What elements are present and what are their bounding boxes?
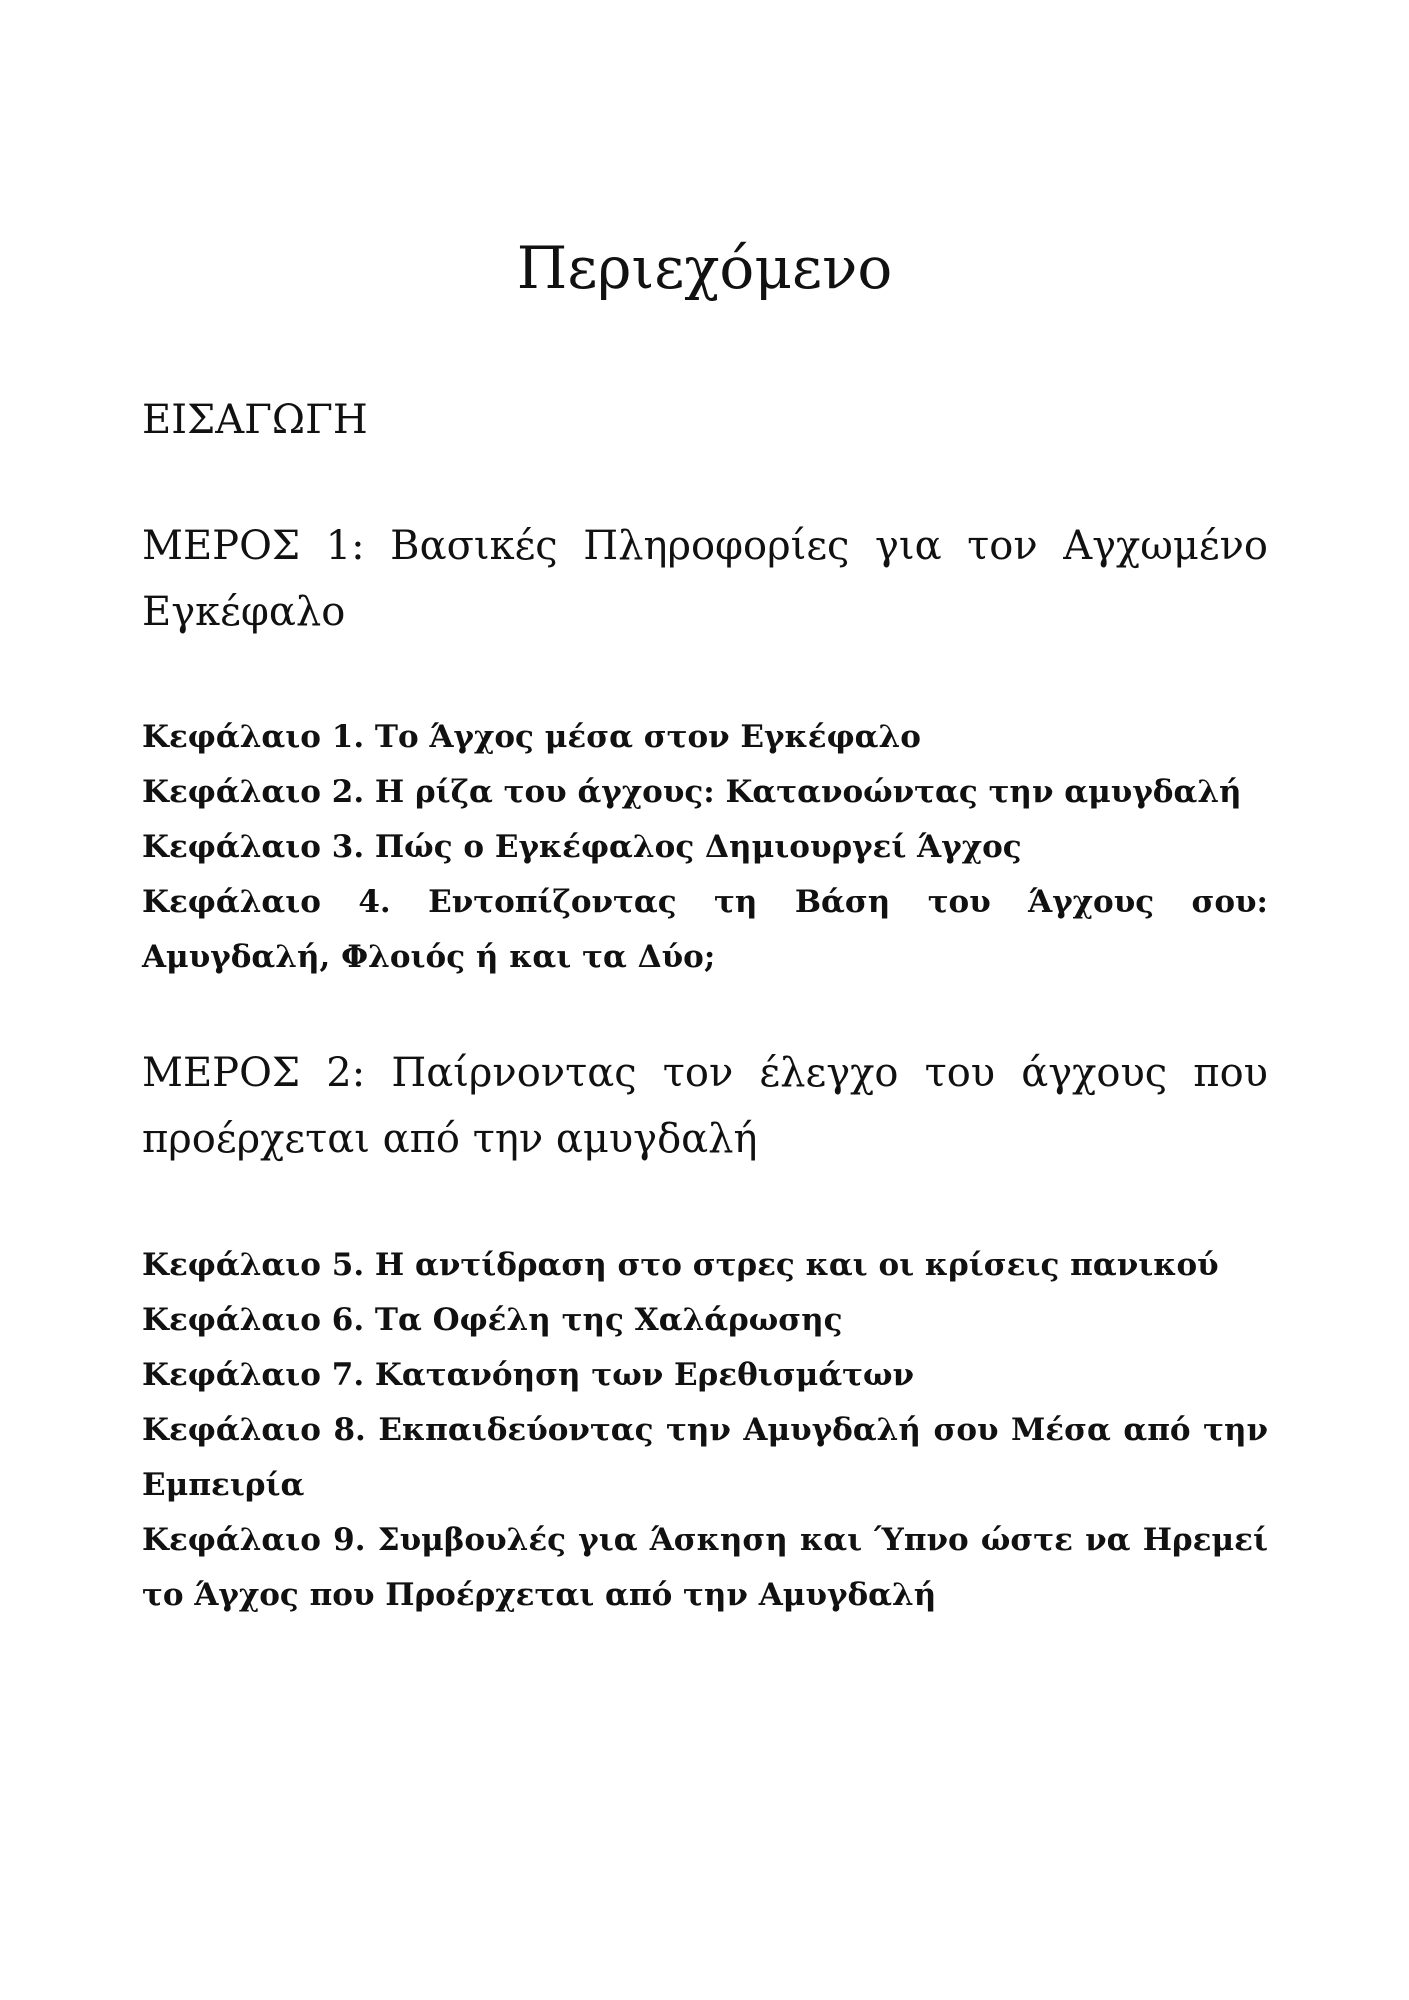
chapter-6-entry: Κεφάλαιο 6. Τα Οφέλη της Χαλάρωσης — [142, 1302, 843, 1338]
part-1-heading: ΜΕΡΟΣ 1: Βασικές Πληροφορίες για τον Αγχωμένο Εγκέφαλο — [142, 523, 1268, 635]
page-title: Περιεχόμενο — [516, 234, 893, 302]
part-1-chapter-list — [142, 710, 1268, 985]
part-2-chapter-list — [142, 1238, 1268, 1623]
chapter-3-entry: Κεφάλαιο 3. Πώς ο Εγκέφαλος Δημιουργεί Άγχος — [142, 829, 1022, 865]
part-2-heading: ΜΕΡΟΣ 2: Παίρνοντας τον έλεγχο του άγχους που προέρχεται από την αμυγδαλή — [142, 1050, 1268, 1162]
chapter-5-entry: Κεφάλαιο 5. Η αντίδραση στο στρες και οι κρίσεις πανικού — [142, 1247, 1219, 1283]
chapter-2-entry: Κεφάλαιο 2. Η ρίζα του άγχους: Κατανοώντας την αμυγδαλή — [142, 774, 1242, 810]
chapter-1-entry: Κεφάλαιο 1. Το Άγχος μέσα στον Εγκέφαλο — [142, 719, 921, 755]
chapter-8-entry: Κεφάλαιο 8. Εκπαιδεύοντας την Αμυγδαλή σου Μέσα από την Εμπειρία — [142, 1412, 1268, 1503]
chapter-7-entry: Κεφάλαιο 7. Κατανόηση των Ερεθισμάτων — [142, 1357, 915, 1393]
chapter-4-entry: Κεφάλαιο 4. Εντοπίζοντας τη Βάση του Άγχους σου: Αμυγδαλή, Φλοιός ή και τα Δύο; — [142, 884, 1268, 975]
chapter-9-entry: Κεφάλαιο 9. Συμβουλές για Άσκηση και Ύπνο ώστε να Ηρεμεί το Άγχος που Προέρχεται από την Αμυγδαλή — [142, 1522, 1268, 1613]
intro-heading: ΕΙΣΑΓΩΓΗ — [142, 397, 368, 443]
